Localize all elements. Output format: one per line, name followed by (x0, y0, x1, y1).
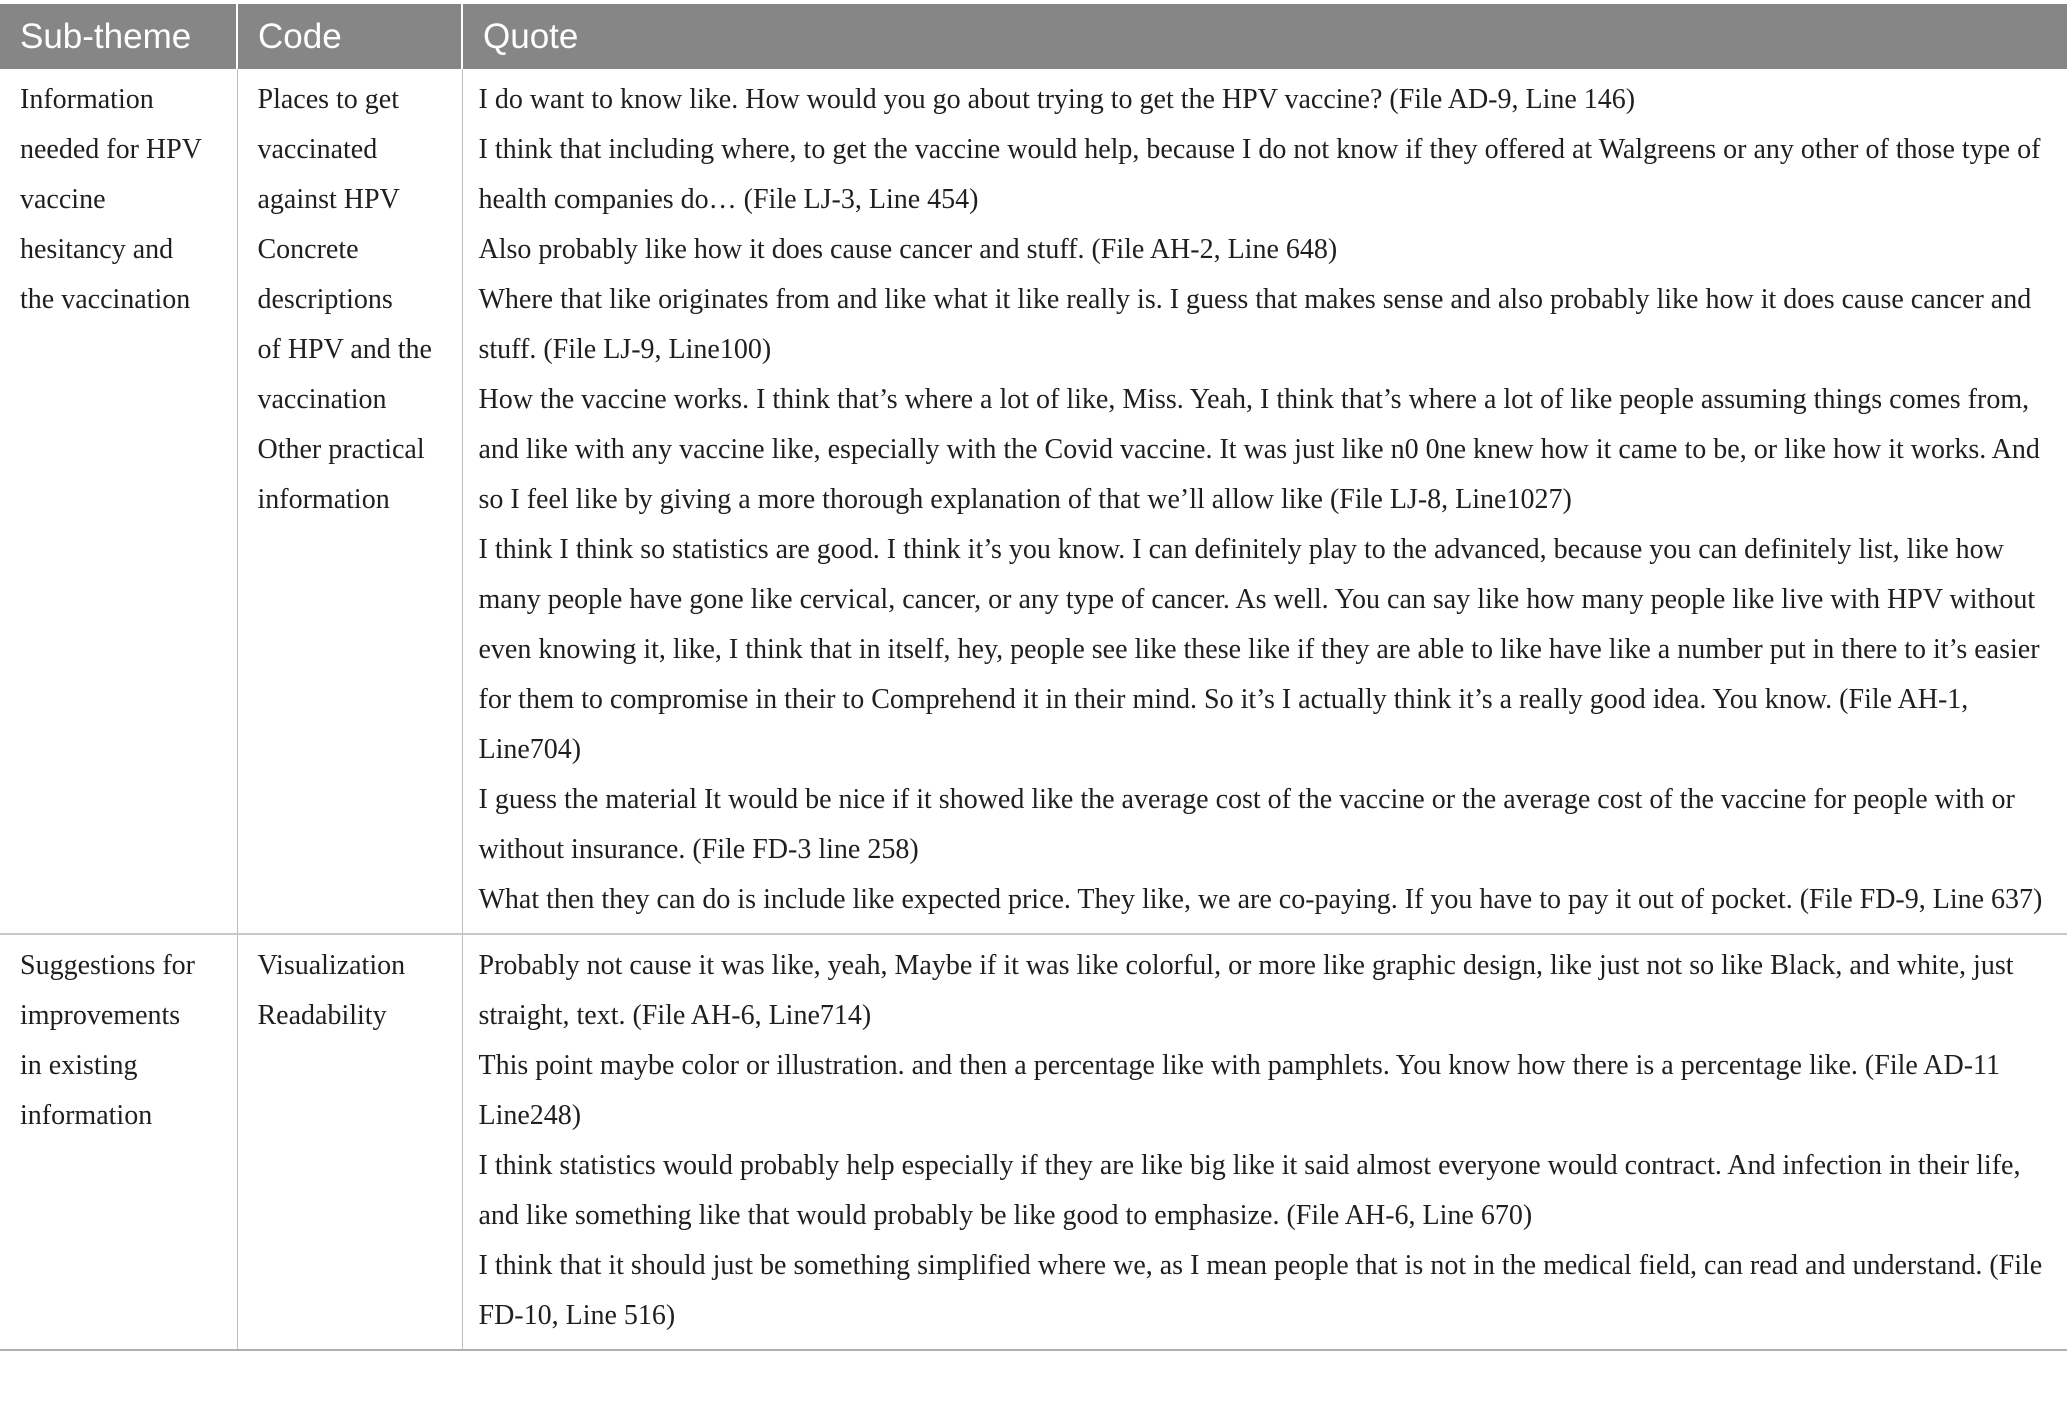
code-line: information (257, 484, 390, 515)
quote-text: What then they can do is include like expected price. They like, we are co-paying. If you have to pay it out of pocket. (File FD-9, Line 637) (478, 884, 2043, 915)
subtheme-line: Information (20, 84, 154, 115)
subtheme-line: improvements (20, 1000, 181, 1031)
code-line: against HPV (257, 184, 400, 215)
quote-text: I do want to know like. How would you go about trying to get the HPV vaccine? (File AD-9, Line 146) (478, 84, 1636, 115)
code-line: Concrete (257, 234, 359, 265)
quote-text: I think that it should just be something simplified where we, as I mean people that is not in the medical field, can read and understand. (File FD-10, Line 516) (478, 1250, 2043, 1331)
subtheme-line: Suggestions for (20, 950, 195, 981)
header-quote: Quote (462, 4, 2067, 69)
quote-text: Also probably like how it does cause cancer and stuff. (File AH-2, Line 648) (478, 234, 1338, 265)
code-line: Places to get (257, 84, 400, 115)
quote-table-container (0, 4, 2067, 1351)
quote-text: I think I think so statistics are good. I think it’s you know. I can definitely play to the advanced, because you can definitely list, like how many people have gone like cervical, cancer, or any type of cancer. As well. You can say like how many people like live with HPV without even knowing it, like, I think that in itself, hey, people see like these like if they are able to like have like a number put in there to it’s easier for them to compromise in their to Comprehend it in their mind. So it’s I actually think it’s a really good idea. You know. (File AH-1, Line704) (478, 534, 2040, 765)
quote-text: Where that like originates from and like what it like really is. I guess that makes sense and also probably like how it does cause cancer and stuff. (File LJ-9, Line100) (478, 284, 2032, 365)
subtheme-line: vaccine (20, 184, 106, 215)
subtheme-line: the vaccination (20, 284, 191, 315)
code-line: Other practical (257, 434, 425, 465)
quote-text: This point maybe color or illustration. and then a percentage like with pamphlets. You know how there is a percentage like. (File AD-11 Line248) (478, 1050, 2000, 1131)
subtheme-line: in existing (20, 1050, 138, 1081)
table-header-row (0, 4, 2067, 69)
table-row (0, 69, 2067, 934)
code-line: Visualization (257, 950, 406, 981)
themes-table (0, 4, 2067, 1351)
quote-text: I think that including where, to get the vaccine would help, because I do not know if they offered at Walgreens or any other of those type of health companies do… (File LJ-3, Line 454) (478, 134, 2041, 215)
code-line: descriptions (257, 284, 393, 315)
quote-text: Probably not cause it was like, yeah, Maybe if it was like colorful, or more like graphic design, like just not so like Black, and white, just straight, text. (File AH-6, Line714) (478, 950, 2014, 1031)
quote-text: How the vaccine works. I think that’s where a lot of like, Miss. Yeah, I think that’s where a lot of like people assuming things comes from, and like with any vaccine like, especially with the Covid vaccine. It was just like n0 0ne knew how it came to be, or like how it works. And so I feel like by giving a more thorough explanation of that we’ll allow like (File LJ-8, Line1027) (478, 384, 2040, 515)
code-line: vaccinated (257, 134, 378, 165)
code-cell (237, 934, 462, 1350)
code-line: Readability (257, 1000, 387, 1031)
subtheme-line: needed for HPV (20, 134, 202, 165)
code-cell (237, 69, 462, 934)
quote-cell (462, 934, 2067, 1350)
quote-cell (462, 69, 2067, 934)
subtheme-cell (0, 934, 237, 1350)
code-line: of HPV and the (257, 334, 432, 365)
subtheme-line: information (20, 1100, 153, 1131)
header-subtheme: Sub-theme (0, 4, 237, 69)
quote-text: I think statistics would probably help especially if they are like big like it said almost everyone would contract. And infection in their life, and like something like that would probably be like good to emphasize. (File AH-6, Line 670) (478, 1150, 2021, 1231)
subtheme-cell (0, 69, 237, 934)
subtheme-line: hesitancy and (20, 234, 174, 265)
quote-text: I guess the material It would be nice if it showed like the average cost of the vaccine or the average cost of the vaccine for people with or without insurance. (File FD-3 line 258) (478, 784, 2015, 865)
table-row (0, 934, 2067, 1350)
header-code: Code (237, 4, 462, 69)
code-line: vaccination (257, 384, 387, 415)
